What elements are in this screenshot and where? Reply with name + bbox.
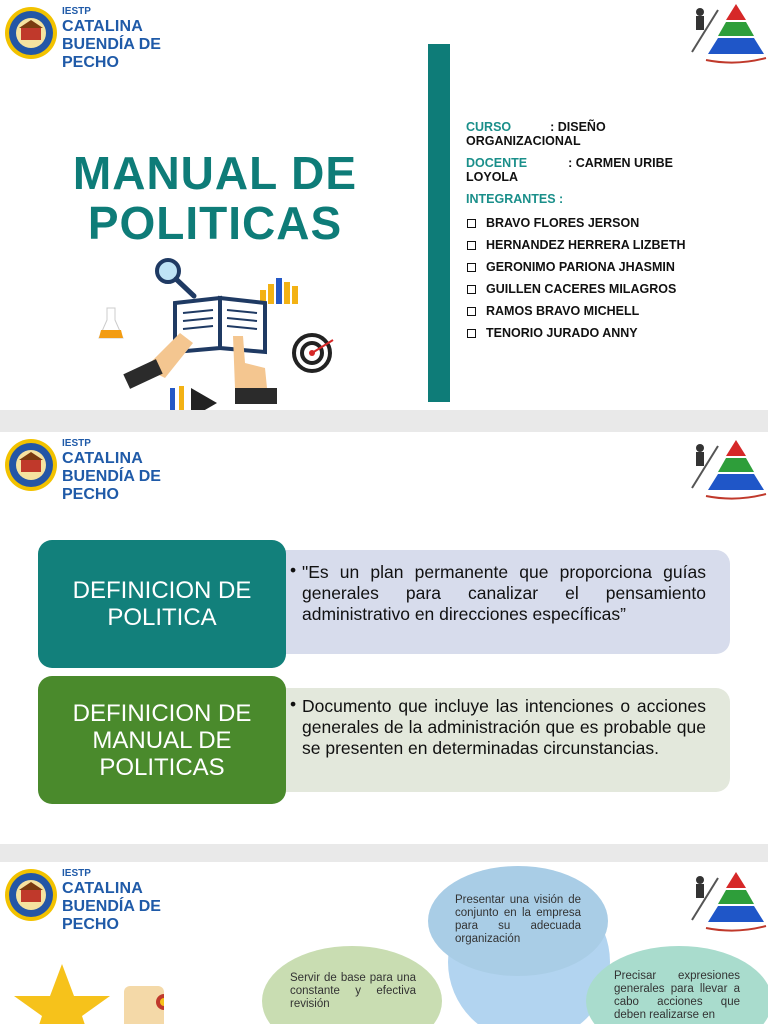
title-line-1: MANUAL DE	[72, 147, 358, 199]
course-row	[466, 120, 756, 148]
ruler-triangle-icon	[191, 388, 217, 410]
members-list	[466, 212, 756, 344]
brand-line-3: BUENDÍA DE PECHO	[62, 468, 161, 503]
definition-text: • Documento que incluye las intenciones o acciones generales de la administración que es probable que se presenten en determinadas circunstancias.	[290, 694, 706, 758]
flask-icon	[99, 330, 123, 338]
vertical-accent-bar	[428, 44, 450, 402]
bubble-left: Servir de base para una constante y efectiva revisión	[262, 946, 442, 1024]
slide-cover	[0, 0, 768, 410]
administration-pyramid-icon	[688, 436, 768, 502]
brand-line-3: BUENDÍA DE PECHO	[62, 898, 161, 933]
target-icon	[294, 335, 333, 371]
school-seal-icon	[4, 6, 58, 60]
list-item: TENORIO JURADO ANNY	[466, 322, 756, 344]
course-info	[466, 120, 756, 344]
slide-definitions	[0, 432, 768, 844]
brand-line-1: IESTP	[62, 438, 91, 449]
definition-title: DEFINICION DE MANUAL DE POLITICAS	[72, 699, 252, 781]
list-item: GUILLEN CACERES MILAGROS	[466, 278, 756, 300]
brand-line-2: CATALINA	[62, 450, 143, 467]
list-item: HERNANDEZ HERRERA LIZBETH	[466, 234, 756, 256]
list-item: RAMOS BRAVO MICHELL	[466, 300, 756, 322]
course-value-b: ORGANIZACIONAL	[466, 134, 581, 148]
brand-line-1: IESTP	[62, 868, 91, 879]
bubble-top: Presentar una visión de conjunto en la empresa para su adecuada organización	[428, 866, 608, 976]
checkbox-bullet-icon	[467, 219, 476, 228]
page-title	[40, 148, 390, 248]
teacher-value-a: : CARMEN URIBE	[568, 156, 673, 170]
school-logo	[2, 864, 212, 933]
administration-pyramid-icon	[688, 868, 768, 934]
definition-text: • "Es un plan permanente que proporciona guías generales para canalizar el pensamiento administrativo en direcciones específicas”	[290, 560, 706, 624]
definition-title: DEFINICION DE POLITICA	[72, 577, 252, 631]
members-label: INTEGRANTES :	[466, 192, 564, 206]
school-logo	[2, 2, 212, 71]
school-logo	[2, 434, 212, 503]
checkbox-bullet-icon	[467, 307, 476, 316]
teacher-row	[466, 156, 756, 184]
course-value-a: : DISEÑO	[550, 120, 606, 134]
bar-chart-icon	[260, 278, 298, 304]
teacher-label: DOCENTE	[466, 156, 528, 170]
checkbox-bullet-icon	[467, 285, 476, 294]
bubble-right: Precisar expresiones generales para llevar a cabo acciones que deben realizarse en	[586, 946, 768, 1024]
brand-line-3: BUENDÍA DE PECHO	[62, 36, 161, 71]
administration-pyramid-icon	[688, 0, 768, 66]
definition-manual	[38, 676, 730, 804]
course-label: CURSO	[466, 120, 512, 134]
list-item: GERONIMO PARIONA JHASMIN	[466, 256, 756, 278]
brand-line-2: CATALINA	[62, 880, 143, 897]
brand-line-1: IESTP	[62, 6, 91, 17]
school-seal-icon	[4, 438, 58, 492]
school-seal-icon	[4, 868, 58, 922]
list-item: BRAVO FLORES JERSON	[466, 212, 756, 234]
brand-line-2: CATALINA	[62, 18, 143, 35]
scroll-star-illustration	[14, 956, 164, 1024]
definition-policy	[38, 540, 730, 668]
definition-title-box	[38, 540, 286, 668]
checkbox-bullet-icon	[467, 241, 476, 250]
checkbox-bullet-icon	[467, 263, 476, 272]
book-illustration	[95, 258, 345, 410]
definition-title-box	[38, 676, 286, 804]
checkbox-bullet-icon	[467, 329, 476, 338]
teacher-value-b: LOYOLA	[466, 170, 519, 184]
slide-objectives	[0, 862, 768, 1024]
title-line-2: POLITICAS	[87, 197, 343, 249]
